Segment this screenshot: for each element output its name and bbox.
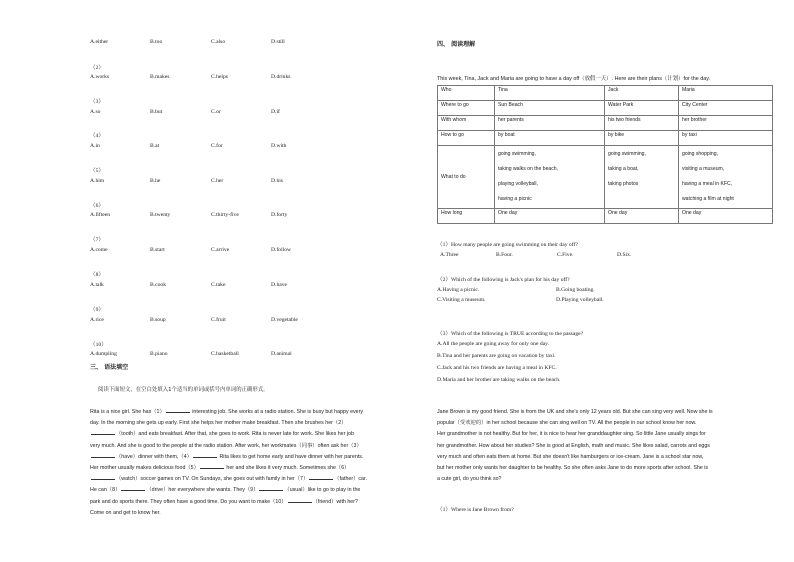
blank-6[interactable]	[91, 474, 115, 480]
option-c[interactable]: C.or	[211, 109, 221, 115]
passage-line: Her grandmother is not healthy. But for her, it is nice to hear her granddaughter sing. So little Jane usually sings for	[437, 431, 706, 438]
passage-text: Her mother usually makes delicious food（5）	[90, 465, 199, 472]
passage-line	[90, 429, 395, 440]
question-number-9: （9）	[90, 307, 104, 313]
q1-option-d[interactable]: D.Six.	[617, 252, 632, 258]
option-c[interactable]: C.basketball	[211, 351, 239, 357]
blank-5[interactable]	[200, 463, 224, 469]
passage-text: day. In the morning she gets up early. First she helps her mother make breakfast. Then she brushes her（2）	[90, 420, 347, 427]
table-cell: by taxi	[679, 131, 773, 146]
passage-line	[90, 441, 395, 452]
q2-option-a[interactable]: A.Having a picnic.	[437, 287, 480, 293]
table-cell: One day	[495, 209, 605, 224]
option-c[interactable]: C.thirty-five	[211, 212, 239, 218]
table-cell: Sun Beach	[495, 101, 605, 116]
option-d[interactable]: D.follow	[271, 247, 292, 253]
table-cell: by bike	[605, 131, 679, 146]
q3-option-d[interactable]: D.Maria and her brother are taking walks on the beach.	[437, 377, 561, 383]
q2-option-d[interactable]: D.Playing volleyball.	[556, 297, 604, 303]
option-d[interactable]: D.if	[271, 109, 280, 115]
question-1-stem: （1）How many people are going swimming on their day off?	[437, 242, 578, 248]
table-cell: Tina	[495, 86, 605, 101]
choice-row-9	[90, 317, 390, 325]
question-number-10: （10）	[90, 342, 107, 348]
table-cell: How long	[438, 209, 495, 224]
choice-row-7	[90, 247, 390, 255]
passage-line: Jane Brown is my good friend. She is from the UK and she's only 12 years old. But she can sing very well. Now she is	[437, 409, 713, 415]
passage-text: （father）car.	[334, 476, 367, 483]
table-cell: Water Park	[605, 101, 679, 116]
blank-10[interactable]	[288, 497, 312, 503]
table-cell: going swimming, taking walks on the beach, playing volleyball, having a picnic	[495, 146, 605, 209]
table-cell: How to go	[438, 131, 495, 146]
table-cell: by boat	[495, 131, 605, 146]
table-row	[438, 101, 773, 116]
question-number-8: （8）	[90, 272, 104, 278]
choice-row-4	[90, 143, 390, 151]
section-4-title: 四、 阅读理解	[437, 41, 476, 48]
option-b[interactable]: B.at	[150, 143, 160, 149]
table-cell: going swimming, taking a boat, taking photos	[605, 146, 679, 209]
passage-text: （usual）like to go to play in the	[284, 487, 361, 494]
question-number-3: （3）	[90, 99, 104, 105]
passage-line: very much and often eats them at home. But she doesn't like hamburgers or ice-cream. Jane is a school star now,	[437, 453, 704, 460]
option-b[interactable]: B.too	[150, 39, 163, 45]
passage-text: Rita likes to get home early and have dinner with her parents.	[217, 453, 364, 460]
option-a[interactable]: A.fifteen	[90, 212, 111, 218]
passage-text: very much. And she is good to the people at the radio station. After work, her workmates（同事）often ask her（3）	[90, 442, 362, 449]
passage-line: a cute girl, do you think so?	[437, 476, 502, 483]
choice-row-6	[90, 212, 390, 220]
option-d[interactable]: D.vegetable	[271, 317, 298, 323]
table-cell: his two friends	[605, 116, 679, 131]
option-d[interactable]: D.have	[271, 282, 287, 288]
option-a[interactable]: A.dumpling	[90, 351, 117, 357]
option-c[interactable]: C.her	[211, 178, 224, 184]
question-4-stem: （1）Where is Jane Brown from?	[437, 507, 514, 513]
q1-option-c[interactable]: C.Five.	[557, 252, 574, 258]
question-number-4: （4）	[90, 133, 104, 139]
option-d[interactable]: D.animal	[271, 351, 292, 357]
option-d[interactable]: D.drinks	[271, 74, 291, 80]
q1-option-a[interactable]: A.Three	[440, 252, 459, 258]
option-b[interactable]: B.start	[150, 247, 165, 253]
table-cell: With whom	[438, 116, 495, 131]
passage-text: （tooth）and eats breakfast. After that, she goes to work. Rita is never late for work. She likes her job	[116, 431, 354, 438]
option-d[interactable]: D.with	[271, 143, 287, 149]
option-a[interactable]: A.either	[90, 39, 109, 45]
table-cell: Who	[438, 86, 495, 101]
passage-text: （drive）her everywhere she wants. They（9）	[146, 487, 259, 494]
option-d[interactable]: D.his	[271, 178, 283, 184]
option-c[interactable]: C.also	[211, 39, 226, 45]
choice-row-3	[90, 109, 390, 117]
option-a[interactable]: A.talk	[90, 282, 104, 288]
table-row	[438, 116, 773, 131]
option-a[interactable]: A.come	[90, 247, 108, 253]
passage-line	[90, 418, 395, 429]
option-b[interactable]: B.piano	[150, 351, 168, 357]
choice-row-2	[90, 74, 390, 82]
option-a[interactable]: A.so	[90, 109, 101, 115]
blank-7[interactable]	[309, 474, 333, 480]
q3-option-a[interactable]: A.All the people are going away for only one day.	[437, 341, 549, 347]
table-cell: Where to go	[438, 101, 495, 116]
passage-text: her and she likes it very much. Sometimes she（6）	[224, 465, 350, 472]
reading-intro: This week, Tina, Jack and Maria are going to have a day off（放假一天）. Here are their plans（计划）for the day.	[437, 76, 711, 82]
blank-8[interactable]	[121, 485, 145, 491]
passage-line	[90, 452, 395, 463]
question-number-6: （6）	[90, 203, 104, 209]
passage-line	[90, 508, 395, 519]
q2-option-c[interactable]: C.Visiting a museum.	[437, 297, 486, 303]
passage-text: （watch）soccer games on TV. On Sundays, she goes out with family in her（7）	[116, 476, 309, 483]
table-cell: One day	[679, 209, 773, 224]
passage-line: but her mother only wants her daughter to be healthy. So she often asks Jane to do more sports after school. She is	[437, 465, 709, 472]
passage-text: Come on and get to know her.	[90, 509, 161, 516]
option-a[interactable]: A.rice	[90, 317, 104, 323]
passage-line: popular（受欢迎的）in her school because she can sing well on TV. All the people in our school know her now.	[437, 420, 697, 427]
plan-table	[437, 85, 773, 224]
table-cell: One day	[605, 209, 679, 224]
passage-text: Rita is a nice girl. She has（1）	[90, 409, 165, 415]
passage-line: her grandmother. How about her studies? She is good at English, math and music. She likes salad, carrots and eggs	[437, 442, 710, 449]
table-cell: her parents	[495, 116, 605, 131]
option-c[interactable]: C.arrive	[211, 247, 230, 253]
choice-row-1	[90, 39, 390, 47]
q2-option-b[interactable]: B.Going boating.	[556, 287, 595, 293]
table-cell: her brother	[679, 116, 773, 131]
option-b[interactable]: B.he	[150, 178, 161, 184]
choice-row-8	[90, 282, 390, 290]
passage-text: interesting job. She works at a radio station. She is busy but happy every	[190, 409, 364, 415]
blank-2[interactable]	[91, 429, 115, 435]
reading-passage-2	[437, 407, 777, 485]
table-row	[438, 131, 773, 146]
table-cell: going shopping, visiting a museum, having a meal in KFC, watching a film at night	[679, 146, 773, 209]
table-cell: Maria	[679, 86, 773, 101]
passage-text: （friend）with her?	[312, 498, 358, 505]
section-3-title: 三、 语法填空	[90, 364, 129, 371]
option-c[interactable]: C.fruit	[211, 317, 226, 323]
q1-option-b[interactable]: B.Four.	[496, 252, 513, 258]
option-b[interactable]: B.twenty	[150, 212, 171, 218]
section-3-instruction: 阅读下面短文，在空白处填入1个适当的单词或括号内单词的正确形式。	[98, 387, 269, 393]
question-number-2: （2）	[90, 65, 104, 71]
option-b[interactable]: B.cook	[150, 282, 167, 288]
option-d[interactable]: D.still	[271, 39, 285, 45]
blank-3[interactable]	[91, 452, 115, 458]
passage-line	[90, 463, 395, 474]
question-number-5: （5）	[90, 168, 104, 174]
option-c[interactable]: C.take	[211, 282, 226, 288]
option-d[interactable]: D.forty	[271, 212, 288, 218]
option-c[interactable]: C.helps	[211, 74, 228, 80]
option-c[interactable]: C.for	[211, 143, 223, 149]
blank-9[interactable]	[259, 485, 283, 491]
passage-line	[90, 497, 395, 508]
blank-4[interactable]	[193, 452, 217, 458]
option-a[interactable]: A.in	[90, 143, 100, 149]
passage-text: （have）dinner with them,（4）	[116, 453, 192, 460]
table-cell: City Center	[679, 101, 773, 116]
option-b[interactable]: B.but	[150, 109, 163, 115]
table-row	[438, 86, 773, 101]
option-a[interactable]: A.him	[90, 178, 105, 184]
table-row	[438, 209, 773, 224]
q3-option-c[interactable]: C.Jack and his two friends are having a meal in KFC.	[437, 365, 557, 371]
option-b[interactable]: B.soup	[150, 317, 166, 323]
table-cell: What to do	[438, 146, 495, 209]
table-cell: Jack	[605, 86, 679, 101]
passage-text: park and do sports there. They often have a good time. Do you want to make（10）	[90, 498, 287, 505]
choice-row-10	[90, 351, 390, 359]
passage-line	[90, 474, 395, 485]
question-2-stem: （2）Which of the following is Jack's plan for his day off?	[437, 277, 570, 283]
option-a[interactable]: A.works	[90, 74, 110, 80]
choice-row-5	[90, 178, 390, 186]
passage-text: He can（8）	[90, 487, 121, 494]
passage-line	[90, 485, 395, 496]
q3-option-b[interactable]: B.Tina and her parents are going on vacation by taxi.	[437, 353, 556, 359]
passage-line	[90, 407, 395, 418]
blank-1[interactable]	[166, 407, 190, 413]
grammar-passage	[90, 407, 395, 519]
question-3-stem: （3）Which of the following is TRUE according to the passage?	[437, 331, 584, 337]
question-number-7: （7）	[90, 237, 104, 243]
option-b[interactable]: B.makes	[150, 74, 170, 80]
table-row	[438, 146, 773, 209]
